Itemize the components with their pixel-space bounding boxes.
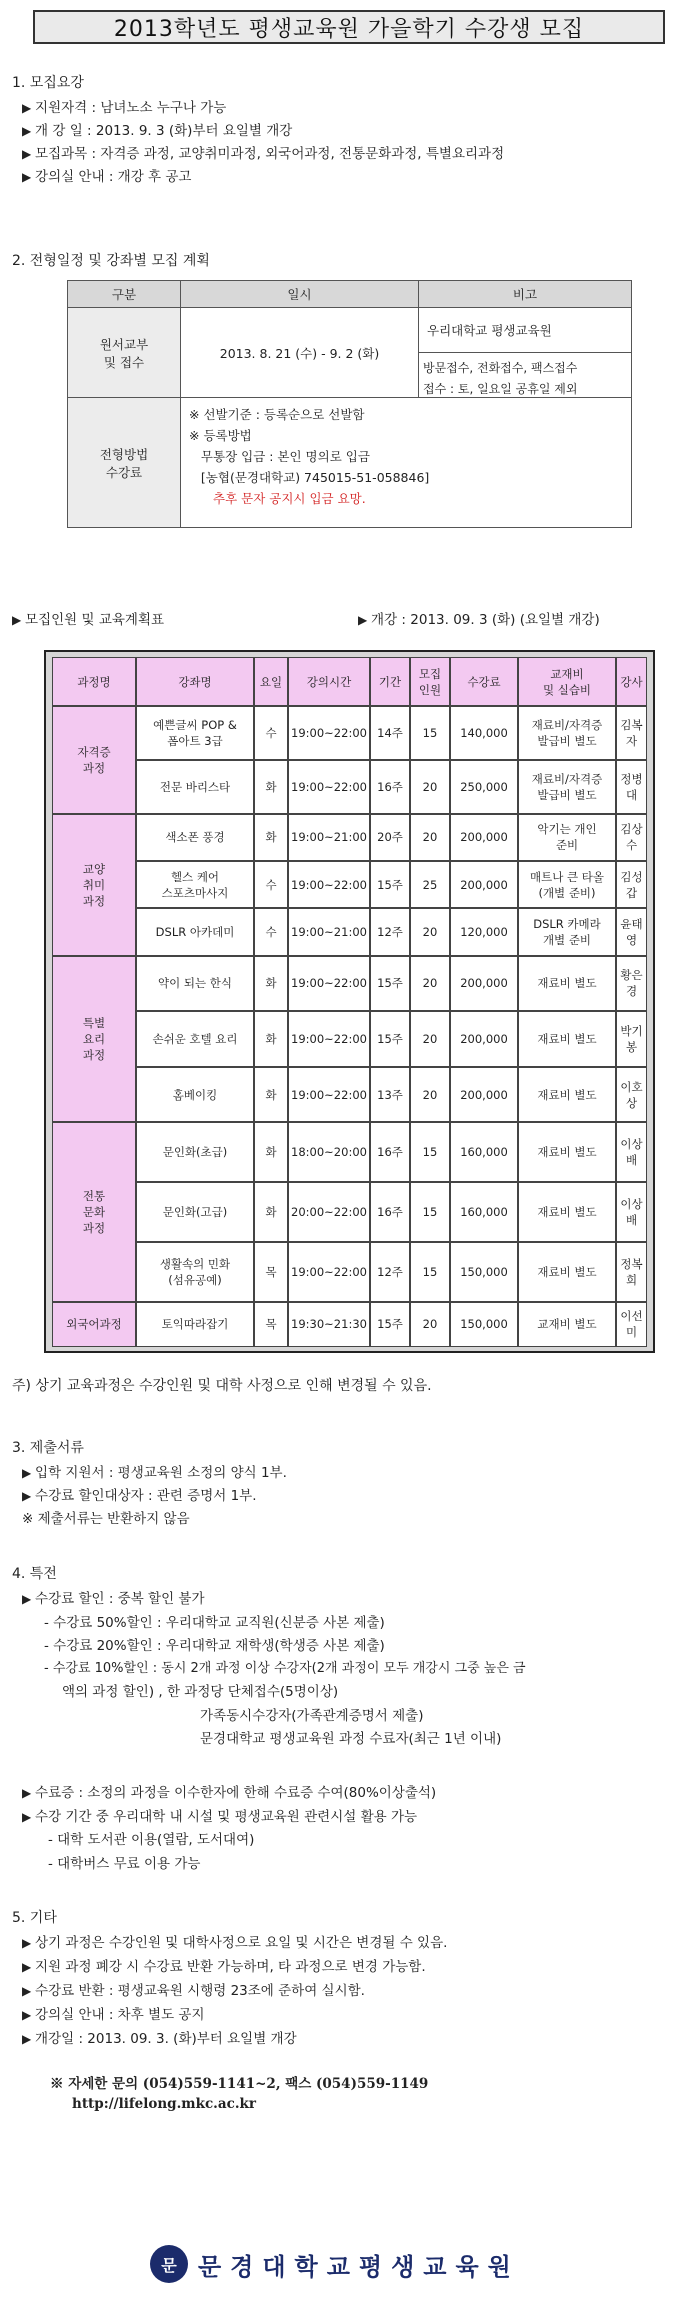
course-cell: 20 bbox=[410, 1302, 450, 1347]
table-row bbox=[52, 1122, 647, 1182]
course-cell: 약이 되는 한식 bbox=[136, 956, 254, 1012]
course-cell: 18:00~20:00 bbox=[288, 1122, 370, 1182]
course-cell: 20 bbox=[410, 1067, 450, 1123]
course-cell: 수 bbox=[254, 861, 288, 908]
sched-row-label: 원서교부 및 접수 bbox=[68, 308, 181, 398]
s4-fac2: - 대학버스 무료 이용 가능 bbox=[48, 1856, 201, 1872]
s4-d10b: 액의 과정 할인) , 한 과정당 단체접수(5명이상) bbox=[62, 1684, 339, 1700]
course-cell: 목 bbox=[254, 1242, 288, 1302]
s5-item: ▶ 수강료 반환 : 평생교육원 시행령 23조에 준하여 실시함. bbox=[22, 1979, 365, 1999]
course-cell: 19:30~21:30 bbox=[288, 1302, 370, 1347]
course-cell: 15주 bbox=[370, 956, 410, 1012]
course-cell: 이선미 bbox=[616, 1302, 647, 1347]
course-cell: 색소폰 풍경 bbox=[136, 814, 254, 861]
s3-item: ▶ 수강료 할인대상자 : 관련 증명서 1부. bbox=[22, 1484, 257, 1504]
course-cell: 박기봉 bbox=[616, 1011, 647, 1067]
table-row bbox=[52, 1302, 647, 1347]
course-cell: 화 bbox=[254, 1011, 288, 1067]
footer-logo bbox=[150, 2245, 520, 2283]
course-header: 수강료 bbox=[450, 657, 518, 706]
s4-discount-title: ▶ 수강료 할인 : 중복 할인 불가 bbox=[22, 1587, 205, 1607]
sched-method bbox=[181, 398, 632, 528]
course-cell: 15주 bbox=[370, 1302, 410, 1347]
s4-facility: ▶ 수강 기간 중 우리대학 내 시설 및 평생교육원 관련시설 활용 가능 bbox=[22, 1805, 417, 1825]
course-cell: 200,000 bbox=[450, 1067, 518, 1123]
s1-item: ▶ 모집과목 : 자격증 과정, 교양취미과정, 외국어과정, 전통문화과정, 특별요리과정 bbox=[22, 142, 504, 162]
course-cell: DSLR 카메라 개별 준비 bbox=[518, 908, 616, 955]
course-cell: 19:00~21:00 bbox=[288, 908, 370, 955]
course-cell: 김상수 bbox=[616, 814, 647, 861]
table-row bbox=[52, 1242, 647, 1302]
s5-item: ▶ 강의실 안내 : 차후 별도 공지 bbox=[22, 2003, 205, 2023]
course-cell: 19:00~22:00 bbox=[288, 1067, 370, 1123]
s4-d10d: 문경대학교 평생교육원 과정 수료자(최근 1년 이내) bbox=[200, 1731, 502, 1747]
course-cell: 20:00~22:00 bbox=[288, 1182, 370, 1242]
s5-item: ▶ 상기 과정은 수강인원 및 대학사정으로 요일 및 시간은 변경될 수 있음. bbox=[22, 1931, 447, 1951]
course-cell: 20주 bbox=[370, 814, 410, 861]
course-header: 교재비 및 실습비 bbox=[518, 657, 616, 706]
course-cell: 20 bbox=[410, 908, 450, 955]
sched-header: 구분 bbox=[68, 281, 181, 308]
plan-opening: ▶ 개강 : 2013. 09. 3 (화) (요일별 개강) bbox=[358, 608, 600, 628]
course-cell: 재료비/자격증 발급비 별도 bbox=[518, 760, 616, 814]
course-header: 강사 bbox=[616, 657, 647, 706]
course-header: 강좌명 bbox=[136, 657, 254, 706]
course-cell: 200,000 bbox=[450, 814, 518, 861]
course-cell: 19:00~21:00 bbox=[288, 814, 370, 861]
s3-item: ▶ 입학 지원서 : 평생교육원 소정의 양식 1부. bbox=[22, 1461, 287, 1481]
sched-note-a: 우리대학교 평생교육원 bbox=[419, 308, 631, 353]
course-table bbox=[52, 657, 647, 1347]
course-cell: 이호상 bbox=[616, 1067, 647, 1123]
course-cell: 화 bbox=[254, 956, 288, 1012]
sched-method-line: ※ 등록방법 bbox=[189, 428, 252, 443]
s5-item: ▶ 개강일 : 2013. 09. 3. (화)부터 요일별 개강 bbox=[22, 2027, 297, 2047]
sched-note-b: 방문접수, 전화접수, 팩스접수 bbox=[423, 361, 578, 375]
s4-d20: - 수강료 20%할인 : 우리대학교 재학생(학생증 사본 제출) bbox=[44, 1638, 385, 1654]
course-cell: 19:00~22:00 bbox=[288, 1242, 370, 1302]
s5-item: ▶ 지원 과정 폐강 시 수강료 반환 가능하며, 타 과정으로 변경 가능함. bbox=[22, 1955, 426, 1975]
section-2-heading: 2. 전형일정 및 강좌별 모집 계획 bbox=[12, 253, 210, 269]
course-cell: 문인화(초급) bbox=[136, 1122, 254, 1182]
course-cell: 19:00~22:00 bbox=[288, 1011, 370, 1067]
course-header: 요일 bbox=[254, 657, 288, 706]
table-row bbox=[52, 1182, 647, 1242]
course-category: 교양 취미 과정 bbox=[52, 814, 136, 956]
course-cell: 160,000 bbox=[450, 1182, 518, 1242]
page-title: 2013학년도 평생교육원 가을학기 수강생 모집 bbox=[113, 16, 585, 42]
course-cell: 헬스 케어 스포츠마사지 bbox=[136, 861, 254, 908]
table-row bbox=[52, 1011, 647, 1067]
course-category: 전통 문화 과정 bbox=[52, 1122, 136, 1301]
course-cell: 재료비/자격증 발급비 별도 bbox=[518, 706, 616, 760]
course-cell: 화 bbox=[254, 1182, 288, 1242]
s4-cert: ▶ 수료증 : 소정의 과정을 이수한자에 한해 수료증 수여(80%이상출석) bbox=[22, 1781, 436, 1801]
sched-method-line: ※ 선발기준 : 등록순으로 선발함 bbox=[189, 407, 365, 422]
course-cell: 이상배 bbox=[616, 1122, 647, 1182]
course-cell: 수 bbox=[254, 706, 288, 760]
s4-d50: - 수강료 50%할인 : 우리대학교 교직원(신분증 사본 제출) bbox=[44, 1615, 385, 1631]
course-cell: 교재비 별도 bbox=[518, 1302, 616, 1347]
table-row bbox=[52, 814, 647, 861]
course-cell: 13주 bbox=[370, 1067, 410, 1123]
course-header: 과정명 bbox=[52, 657, 136, 706]
s4-d10c: 가족동시수강자(가족관계증명서 제출) bbox=[200, 1708, 424, 1724]
sched-row-label: 전형방법 수강료 bbox=[68, 398, 181, 528]
course-cell: 200,000 bbox=[450, 956, 518, 1012]
course-cell: 160,000 bbox=[450, 1122, 518, 1182]
course-cell: 19:00~22:00 bbox=[288, 760, 370, 814]
course-cell: 재료비 별도 bbox=[518, 1182, 616, 1242]
change-note: 주) 상기 교육과정은 수강인원 및 대학 사정으로 인해 변경될 수 있음. bbox=[12, 1378, 432, 1394]
course-cell: 윤태영 bbox=[616, 908, 647, 955]
course-header: 모집 인원 bbox=[410, 657, 450, 706]
table-row bbox=[52, 706, 647, 760]
course-cell: 20 bbox=[410, 956, 450, 1012]
sched-date: 2013. 8. 21 (수) - 9. 2 (화) bbox=[181, 308, 419, 398]
course-cell: 140,000 bbox=[450, 706, 518, 760]
contact-line: ※ 자세한 문의 (054)559-1141~2, 팩스 (054)559-1149 bbox=[50, 2076, 429, 2092]
course-header: 기간 bbox=[370, 657, 410, 706]
course-category: 특별 요리 과정 bbox=[52, 956, 136, 1123]
course-cell: 150,000 bbox=[450, 1302, 518, 1347]
plan-title: ▶ 모집인원 및 교육계획표 bbox=[12, 608, 164, 628]
sched-note bbox=[419, 308, 632, 398]
footer-college-name: 문경대학교평생교육원 bbox=[198, 2252, 520, 2281]
course-cell: 홈베이킹 bbox=[136, 1067, 254, 1123]
course-cell: 생활속의 민화 (섬유공예) bbox=[136, 1242, 254, 1302]
course-cell: 200,000 bbox=[450, 1011, 518, 1067]
course-cell: 황은경 bbox=[616, 956, 647, 1012]
page-title-box bbox=[33, 10, 665, 44]
sched-method-line: [농협(문경대학교) 745015-51-058846] bbox=[189, 470, 430, 485]
course-cell: 전문 바리스타 bbox=[136, 760, 254, 814]
course-cell: 16주 bbox=[370, 760, 410, 814]
section-4-heading: 4. 특전 bbox=[12, 1566, 57, 1582]
sched-header: 비고 bbox=[419, 281, 632, 308]
course-cell: 16주 bbox=[370, 1122, 410, 1182]
course-cell: 15주 bbox=[370, 861, 410, 908]
course-category: 외국어과정 bbox=[52, 1302, 136, 1347]
course-cell: 20 bbox=[410, 1011, 450, 1067]
sched-method-red: 추후 문자 공지시 입금 요망. bbox=[213, 491, 366, 506]
course-cell: 목 bbox=[254, 1302, 288, 1347]
course-cell: 악기는 개인 준비 bbox=[518, 814, 616, 861]
course-cell: 25 bbox=[410, 861, 450, 908]
course-cell: 화 bbox=[254, 814, 288, 861]
course-cell: 재료비 별도 bbox=[518, 956, 616, 1012]
course-category: 자격증 과정 bbox=[52, 706, 136, 813]
course-cell: 화 bbox=[254, 1122, 288, 1182]
course-cell: 재료비 별도 bbox=[518, 1067, 616, 1123]
course-cell: 김복자 bbox=[616, 706, 647, 760]
s1-item: ▶ 강의실 안내 : 개강 후 공고 bbox=[22, 165, 191, 185]
s4-fac1: - 대학 도서관 이용(열람, 도서대여) bbox=[48, 1832, 255, 1848]
s3-remark: ※ 제출서류는 반환하지 않음 bbox=[22, 1511, 190, 1527]
course-cell: 이상배 bbox=[616, 1182, 647, 1242]
course-cell: 250,000 bbox=[450, 760, 518, 814]
course-cell: 손쉬운 호텔 요리 bbox=[136, 1011, 254, 1067]
course-cell: 15 bbox=[410, 1182, 450, 1242]
sched-header: 일시 bbox=[181, 281, 419, 308]
course-cell: 토익따라잡기 bbox=[136, 1302, 254, 1347]
course-cell: 150,000 bbox=[450, 1242, 518, 1302]
course-cell: 재료비 별도 bbox=[518, 1011, 616, 1067]
course-cell: DSLR 아카데미 bbox=[136, 908, 254, 955]
course-cell: 김성갑 bbox=[616, 861, 647, 908]
section-5-heading: 5. 기타 bbox=[12, 1910, 57, 1926]
s4-d10a: - 수강료 10%할인 : 동시 2개 과정 이상 수강자(2개 과정이 모두 개강시 그중 높은 금 bbox=[44, 1661, 526, 1676]
table-row bbox=[52, 908, 647, 955]
course-cell: 15 bbox=[410, 1242, 450, 1302]
course-cell: 15 bbox=[410, 1122, 450, 1182]
course-cell: 200,000 bbox=[450, 861, 518, 908]
course-cell: 120,000 bbox=[450, 908, 518, 955]
schedule-table bbox=[67, 280, 632, 528]
course-cell: 12주 bbox=[370, 1242, 410, 1302]
course-cell: 19:00~22:00 bbox=[288, 706, 370, 760]
course-cell: 화 bbox=[254, 1067, 288, 1123]
s1-item: ▶ 지원자격 : 남녀노소 누구나 가능 bbox=[22, 96, 226, 116]
sched-method-line: 무통장 입금 : 본인 명의로 입금 bbox=[189, 449, 370, 464]
course-cell: 12주 bbox=[370, 908, 410, 955]
course-cell: 16주 bbox=[370, 1182, 410, 1242]
course-cell: 19:00~22:00 bbox=[288, 956, 370, 1012]
s1-item: ▶ 개 강 일 : 2013. 9. 3 (화)부터 요일별 개강 bbox=[22, 119, 292, 139]
contact-url[interactable]: http://lifelong.mkc.ac.kr bbox=[72, 2096, 257, 2112]
section-1-heading: 1. 모집요강 bbox=[12, 75, 84, 91]
course-table-frame bbox=[44, 650, 655, 1353]
course-cell: 20 bbox=[410, 760, 450, 814]
course-cell: 문인화(고급) bbox=[136, 1182, 254, 1242]
table-row bbox=[52, 1067, 647, 1123]
course-cell: 15 bbox=[410, 706, 450, 760]
course-cell: 14주 bbox=[370, 706, 410, 760]
course-cell: 정병대 bbox=[616, 760, 647, 814]
course-header: 강의시간 bbox=[288, 657, 370, 706]
section-3-heading: 3. 제출서류 bbox=[12, 1440, 84, 1456]
course-cell: 화 bbox=[254, 760, 288, 814]
sched-note-c: 접수 : 토, 일요일 공휴일 제외 bbox=[423, 382, 578, 396]
table-row bbox=[52, 861, 647, 908]
table-row bbox=[52, 760, 647, 814]
course-cell: 수 bbox=[254, 908, 288, 955]
course-cell: 정복희 bbox=[616, 1242, 647, 1302]
course-cell: 재료비 별도 bbox=[518, 1122, 616, 1182]
course-cell: 예쁜글씨 POP & 폼아트 3급 bbox=[136, 706, 254, 760]
college-emblem-icon: 문 bbox=[150, 2245, 188, 2283]
table-row bbox=[52, 956, 647, 1012]
course-cell: 15주 bbox=[370, 1011, 410, 1067]
course-cell: 재료비 별도 bbox=[518, 1242, 616, 1302]
course-cell: 매트나 큰 타올 (개별 준비) bbox=[518, 861, 616, 908]
course-cell: 20 bbox=[410, 814, 450, 861]
course-cell: 19:00~22:00 bbox=[288, 861, 370, 908]
